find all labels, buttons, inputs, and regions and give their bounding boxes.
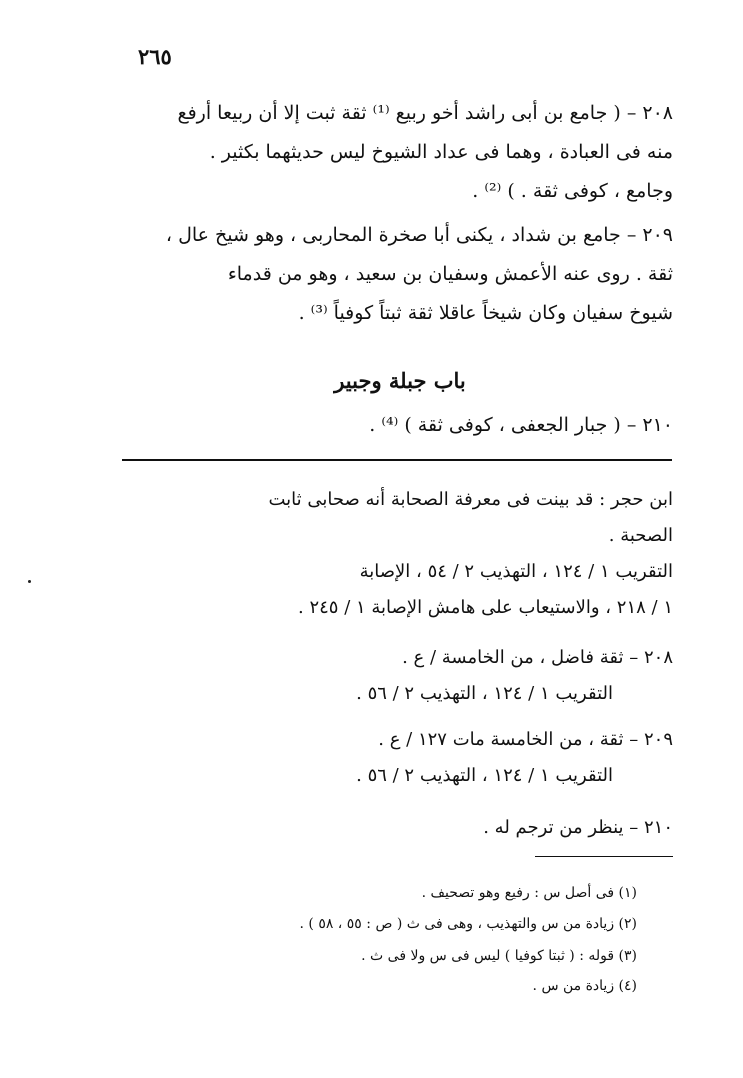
notes-intro <box>118 482 673 626</box>
note-line <box>118 722 673 758</box>
note-line <box>118 640 673 676</box>
entry-line <box>113 216 673 255</box>
entry-line: ثقة . روى عنه الأعمش وسفيان بن سعيد ، وهو من قدماء <box>227 263 673 285</box>
section-heading: باب جبلة وجبير <box>334 368 466 393</box>
note-number: ٢٠٨ – <box>629 647 673 668</box>
entry-number: ٢١٠ – <box>626 414 673 436</box>
note-line: ١ / ٢١٨ ، والاستيعاب على هامش الإصابة ١ / ٢٤٥ . <box>298 597 673 618</box>
footnote-4: (٤) زيادة من س . <box>532 978 637 994</box>
note-line: التقريب ١ / ١٢٤ ، التهذيب ٢ / ٥٦ . <box>356 765 613 786</box>
page-number: ٢٦٥ <box>138 44 172 69</box>
entry-text: ( جبار الجعفى ، كوفى ثقة ) ⁽⁴⁾ . <box>369 414 621 436</box>
scan-speck <box>28 580 31 583</box>
note-208 <box>118 640 673 712</box>
entry-210 <box>113 406 673 445</box>
footnote-divider <box>535 856 673 857</box>
note-number: ٢٠٩ – <box>629 729 673 750</box>
note-number: ٢١٠ – <box>629 817 673 838</box>
entry-line: وجامع ، كوفى ثقة . ) ⁽²⁾ . <box>472 180 673 202</box>
entry-line: شيوخ سفيان وكان شيخاً عاقلا ثقة ثبتاً كوفياً ⁽³⁾ . <box>298 302 673 324</box>
entry-line <box>113 94 673 133</box>
footnote-3: (٣) قوله : ( ثبتا كوفيا ) ليس فى س ولا فى ث . <box>361 948 637 964</box>
footnote-2: (٢) زيادة من س والتهذيب ، وهى فى ث ( ص : ٥٥ ، ٥٨ ) . <box>299 916 637 932</box>
note-line: ابن حجر : قد بينت فى معرفة الصحابة أنه صحابى ثابت <box>268 489 673 510</box>
note-line <box>118 810 673 846</box>
note-line: الصحبة . <box>608 525 673 546</box>
footnote-1: (١) فى أصل س : رفيع وهو تصحيف . <box>421 885 637 901</box>
entry-line: منه فى العبادة ، وهما فى عداد الشيوخ ليس حديثهما بكثير . <box>209 141 673 163</box>
entry-208 <box>113 94 673 211</box>
note-line: التقريب ١ / ١٢٤ ، التهذيب ٢ / ٥٦ . <box>356 683 613 704</box>
note-line: التقريب ١ / ١٢٤ ، التهذيب ٢ / ٥٤ ، الإصابة <box>359 561 673 582</box>
entry-209 <box>113 216 673 333</box>
note-text: ينظر من ترجم له . <box>483 817 624 838</box>
note-210 <box>118 810 673 846</box>
notes-divider <box>122 459 672 461</box>
entry-text: جامع بن شداد ، يكنى أبا صخرة المحاربى ، وهو شيخ عال ، <box>165 224 621 246</box>
note-text: ثقة ، من الخامسة مات ١٢٧ / ع . <box>378 729 624 750</box>
entry-number: ٢٠٩ – <box>626 224 673 246</box>
entry-text: ( جامع بن أبى راشد أخو ربيع ⁽¹⁾ ثقة ثبت إلا أن ربيعا أرفع <box>177 102 621 124</box>
note-209 <box>118 722 673 794</box>
note-text: ثقة فاضل ، من الخامسة / ع . <box>402 647 624 668</box>
entry-line <box>113 406 673 445</box>
entry-number: ٢٠٨ – <box>626 102 673 124</box>
